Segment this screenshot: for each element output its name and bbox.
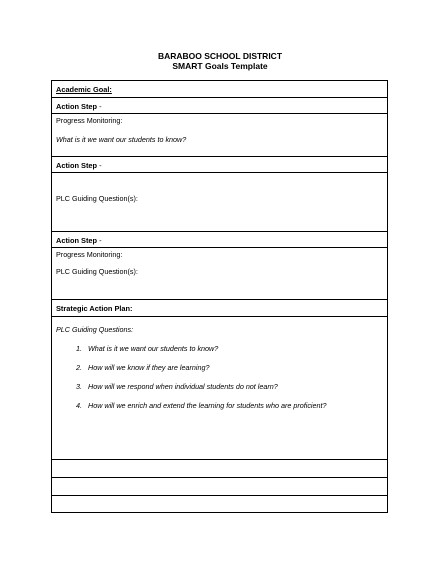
- blank-row: [52, 459, 387, 477]
- plc-guiding-cell-1: [52, 172, 387, 231]
- template-subtitle: SMART Goals Template: [172, 61, 268, 71]
- action-step-label: Action Step -: [56, 102, 102, 111]
- academic-goal-row: [52, 81, 387, 97]
- strategic-plan-row: [52, 299, 387, 316]
- academic-goal-label: Academic Goal:: [56, 85, 112, 94]
- list-item: 4. How will we enrich and extend the learning for students who are proficient?: [76, 401, 327, 410]
- list-item: 1. What is it we want our students to know?: [76, 344, 219, 353]
- list-item: 2. How will we know if they are learning?: [76, 363, 210, 372]
- action-step-row-2: [52, 156, 387, 172]
- blank-row: [52, 495, 387, 512]
- progress-monitoring-label: Progress Monitoring:: [56, 250, 123, 259]
- guiding-question-text: What is it we want our students to know?: [56, 135, 187, 144]
- district-title: BARABOO SCHOOL DISTRICT: [157, 51, 283, 61]
- action-step-label: Action Step -: [56, 236, 102, 245]
- strategic-plan-cell: [52, 316, 387, 459]
- plc-guiding-label: PLC Guiding Question(s):: [56, 267, 138, 276]
- blank-row: [52, 477, 387, 495]
- strategic-plan-label: Strategic Action Plan:: [56, 304, 133, 313]
- progress-monitoring-label: Progress Monitoring:: [56, 116, 123, 125]
- progress-plc-cell: [52, 247, 387, 299]
- action-step-row-3: [52, 231, 387, 247]
- action-step-row-1: [52, 97, 387, 113]
- plc-guiding-label: PLC Guiding Question(s):: [56, 194, 138, 203]
- plc-guiding-questions-label: PLC Guiding Questions:: [56, 325, 134, 334]
- document-header: [0, 51, 440, 71]
- smart-goals-table: [51, 80, 388, 513]
- action-step-label: Action Step -: [56, 161, 102, 170]
- list-item: 3. How will we respond when individual students do not learn?: [76, 382, 278, 391]
- progress-monitoring-cell-1: [52, 113, 387, 156]
